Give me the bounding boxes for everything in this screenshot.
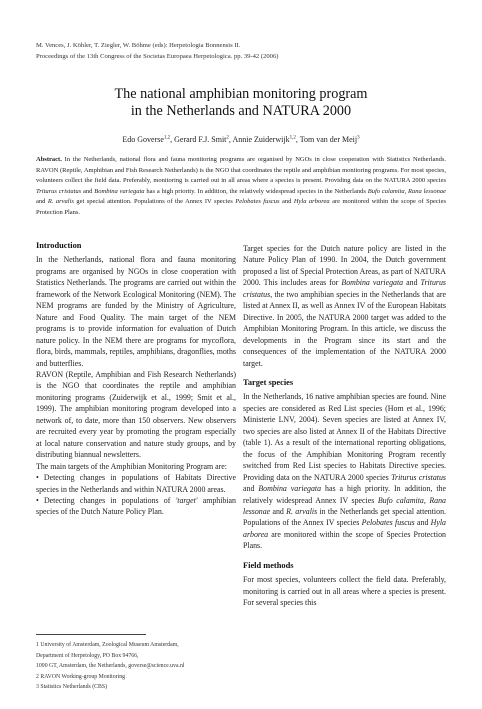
species-name: Pelobates fuscus: [235, 198, 280, 205]
species-name: R. arvalis: [286, 506, 318, 516]
author-2: Gerard F.J. Smit: [174, 135, 227, 144]
footnote-1-email: 1090 GT, Amsterdam, the Netherlands, goverse@science.uva.nl: [36, 663, 185, 669]
footnote-3: 3 Statistics Netherlands (CBS): [36, 684, 108, 690]
paragraph: [243, 243, 446, 369]
species-name: Bufo calamita, Rana lessonae: [367, 187, 446, 195]
footnote-1-cont: Department of Herpetology, PO Box 94766,: [36, 652, 139, 659]
footnote-1: 1 University of Amsterdam, Zoological Museum Amsterdam,: [36, 642, 179, 648]
author-3-affil: 1,2: [289, 135, 296, 141]
title-line-1: The national amphibian monitoring program: [114, 86, 368, 102]
author-1: Edo Goverse: [122, 135, 164, 144]
abstract-text: are monitored within the scope of Species Protection Plans.: [36, 198, 446, 216]
paragraph-text: has a high priority. In addition, the relatively widespread Annex IV species: [243, 484, 446, 505]
abstract-label: Abstract.: [36, 156, 62, 163]
footnotes: [36, 640, 236, 693]
paragraph-text: , the two amphibian species in the Netherlands that are listed at Annex II, as well as Annex IV of the European Habitats Directive. In 2005, the NATURA 2000 target was added to the Amphibian Monitoring Program. In this article, we discuss the developments in the Program since its start and the consequences of the implementation of the NATURA 2000 target.: [243, 289, 446, 368]
quoted-term: 'target': [175, 495, 198, 505]
paragraph: RAVON (Reptile, Amphibian and Fish Research Netherlands) is the NGO that coordinates the reptile and amphibian monitoring programs (Zuiderwijk et al., 1999; Smit et al., 1999). The amphibian monitoring program developed into a network of, to date, more than 150 observers. New observers are recruited every year by promoting the program especially at local nature conservation and nature study groups, and by distributing biannual newsletters.: [36, 369, 236, 460]
paragraph-text: and: [270, 506, 287, 516]
species-name: Triturus cristatus: [36, 187, 82, 195]
species-name: Pelobates fuscus: [361, 518, 415, 528]
author-2-affil: 2: [226, 135, 229, 141]
bullet-item: • Detecting changes in populations of Habitats Directive species in the Netherlands and within NATURA 2000 areas.: [36, 473, 236, 494]
right-column: [243, 243, 446, 609]
header-proceedings: Proceedings of the 13th Congress of the Societas Europaea Herpetologica. pp. 39-42 (2006): [36, 53, 279, 60]
species-name: R. arvalis: [47, 198, 74, 205]
abstract-text: and: [81, 187, 95, 195]
paragraph: The main targets of the Amphibian Monitoring Program are:: [36, 461, 227, 471]
paragraph: In the Netherlands, national flora and fauna monitoring programs are organised by NGOs in close cooperation with Statistics Netherlands. The programs are carried out within the framework of the Network Ecological Monitoring (NEM). The NEM programs are funded by the Ministry of Agriculture, Nature and Food Quality. The main target of the NEM programs is to provide information for evaluation of Dutch nature policy. In the NEM there are programs for mycoflora, flora, birds, mammals, reptiles, amphibians, dragonflies, moths and butterflies.: [36, 255, 236, 368]
species-name: Bombina variegata: [341, 278, 404, 288]
footnote-2: 2 RAVON Working-group Monitoring: [36, 673, 126, 680]
bullet-item: [36, 495, 236, 518]
species-name: Hyla arborea: [293, 198, 330, 205]
species-name: Triturus cristatus: [391, 472, 446, 482]
abstract-text: In the Netherlands, national flora and fauna monitoring programs are organised by NGOs in close cooperation with Statistics Netherlands. RAVON (Reptile, Amphibian and Fish Research Netherlands) is the NGO that coordinates the reptile and amphibian monitoring programs. For most species, volunteers collect the field data. Preferably, monitoring is carried out in all areas where a species is present. Providing data on the NATURA 2000 species: [36, 156, 446, 184]
abstract-text: and: [36, 198, 48, 205]
species-name: Bufo calamita, Rana lessonae: [243, 495, 446, 516]
abstract-text: get special attention. Populations of the Annex IV species: [73, 198, 236, 205]
paragraph-text: are monitored within the scope of Species Protection Plans.: [243, 529, 446, 551]
author-1-affil: 1,2: [163, 135, 171, 141]
abstract: [36, 155, 446, 218]
paragraph: [243, 391, 446, 551]
species-name: Hyla arborea: [243, 518, 446, 539]
bullet-text: amphibian species of the Dutch Nature Policy Plan.: [36, 495, 237, 517]
abstract-text: and: [279, 198, 294, 205]
section-heading-target-species: Target species: [243, 377, 294, 387]
paragraph-text: In the Netherlands, 16 native amphibian species are found. Nine species are considered as Red List species (Hom et al., 1996; Ministerie LNV, 2004). Seven species are listed at Annex IV, two species are also listed at Annex II of the Habitats Directive (table 1). As a result of the international reporting obligations, the focus of the Amphibian Monitoring Program recently switched from Red List species to Habitats Directive species. Providing data on the NATURA 2000 species: [243, 392, 446, 482]
title-line-2: in the Netherlands and NATURA 2000: [130, 103, 352, 119]
bullet-text: • Detecting changes in populations of: [36, 495, 176, 505]
author-3: Annie Zuiderwijk: [232, 135, 290, 144]
header-editors: M. Vences, J. Köhler, T. Ziegler, W. Böhme (eds): Herpetologia Bonnensis II.: [36, 42, 241, 49]
paragraph-text: and: [414, 518, 431, 528]
author-list: Edo Goverse$^{1,2}$, Gerard F.J. Smit$^2$, Annie Zuiderwijk$^{1,2}$, Tom van der Meij$^3$: [122, 135, 360, 144]
section-heading-field-methods: Field methods: [243, 560, 294, 570]
paragraph-text: and: [243, 484, 259, 494]
paragraph-text: in the Netherlands get special attention. Populations of the Annex IV species: [243, 506, 446, 528]
section-heading-introduction: Introduction: [36, 241, 82, 250]
footnote-rule: [36, 634, 146, 635]
species-name: Bombina variegata: [94, 187, 145, 195]
left-column: [36, 240, 236, 518]
abstract-text: has a high priority. In addition, the relatively widespread species in the Netherlands: [144, 187, 368, 195]
running-header: [36, 40, 456, 62]
paragraph: For most species, volunteers collect the field data. Preferably, monitoring is carried out in all areas where a species is present. For several species this: [243, 575, 446, 608]
species-name: Triturus cristatus: [243, 278, 446, 299]
author-4-affil: 3: [357, 135, 360, 141]
paragraph-text: Target species for the Dutch nature policy are listed in the Nature Policy Plan of 1990. In 2004, the Dutch government proposed a list of Special Protection Areas, as part of NATURA 2000. This includes areas for: [243, 244, 446, 288]
species-name: Bombina variegata: [258, 484, 322, 494]
paragraph-text: and: [403, 278, 421, 288]
author-4: Tom van der Meij: [299, 135, 358, 144]
paper-title: [36, 86, 446, 120]
